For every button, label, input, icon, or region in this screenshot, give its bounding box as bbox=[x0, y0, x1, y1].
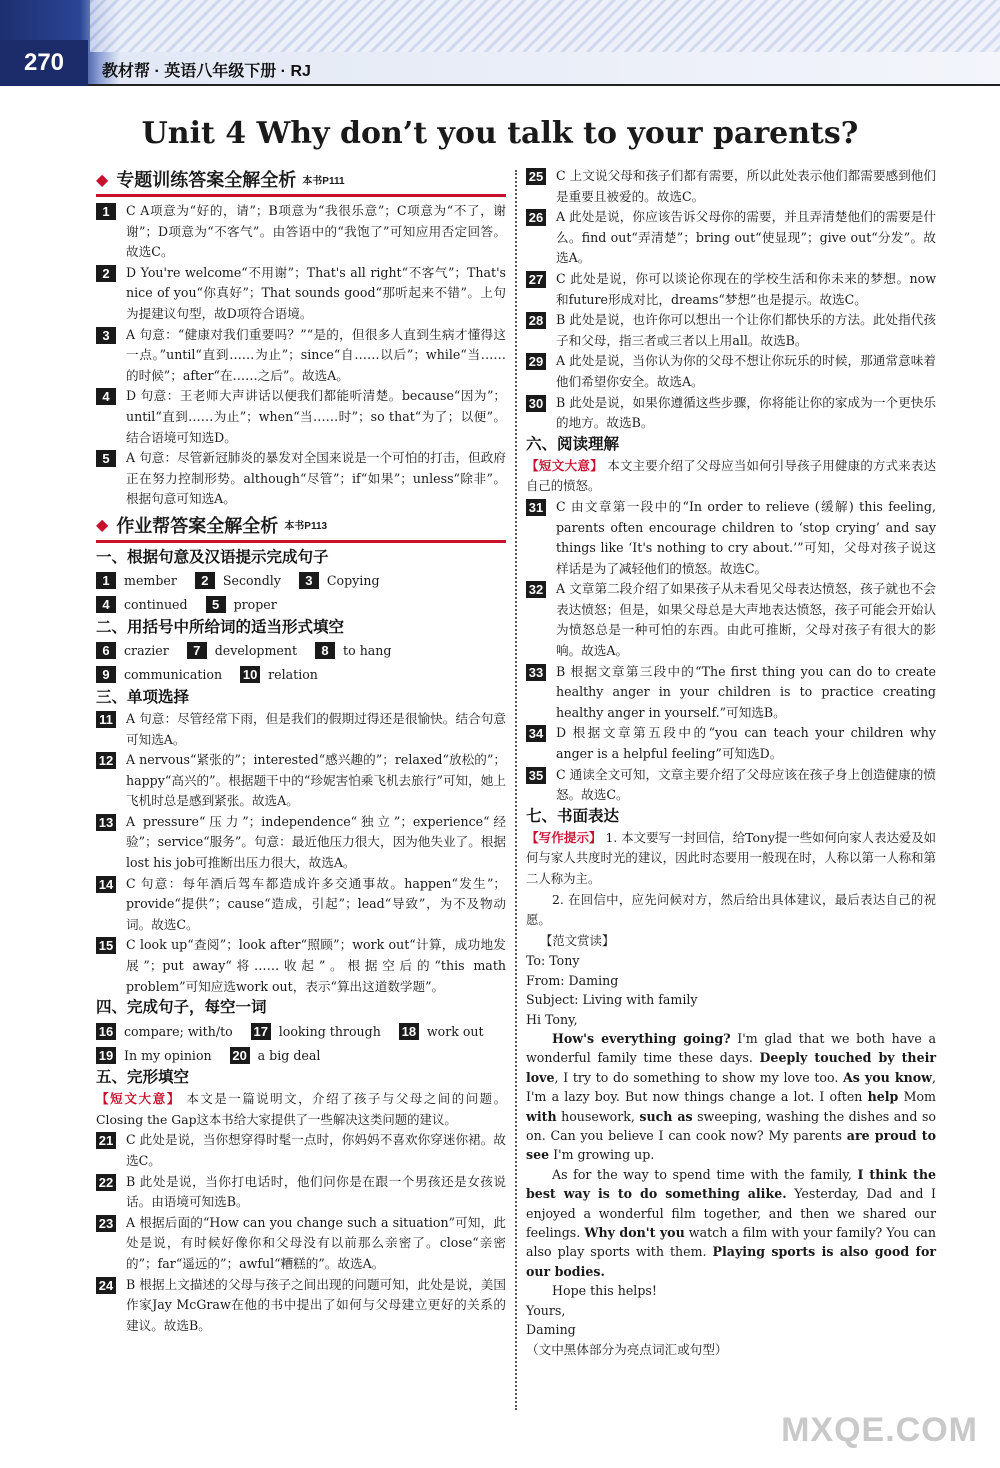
header-pattern bbox=[90, 0, 1000, 52]
question-number: 14 bbox=[96, 876, 116, 893]
answer-item bbox=[187, 639, 297, 663]
part5-answers-left bbox=[96, 1130, 506, 1336]
question-number: 8 bbox=[315, 642, 335, 659]
email-text: Mom bbox=[898, 1089, 936, 1105]
section-underline bbox=[96, 194, 506, 197]
answer-text: A 句意：尽管新冠肺炎的暴发对全国来说是一个可怕的打击，但政府正在努力控制形势。although“尽管”；if“如果”；unless“除非”。根据句意可知选A。 bbox=[126, 450, 506, 507]
question-number: 5 bbox=[96, 450, 116, 467]
answer-item bbox=[526, 579, 936, 661]
answer-item bbox=[526, 393, 936, 434]
question-number: 7 bbox=[187, 642, 207, 659]
answer-text: proper bbox=[233, 597, 277, 613]
hint-text-1: 1. 本文要写一封回信，给Tony提一些如何向家人表达爱及如何与家人共度时光的建议，因此时态要用一般现在时，人称以第一人称和第二人称为主。 bbox=[526, 829, 937, 886]
answer-item bbox=[96, 709, 506, 750]
email-text: , I try to do something to show my love too. bbox=[554, 1069, 843, 1085]
answer-text: relation bbox=[268, 667, 318, 683]
email-greeting: Hi Tony, bbox=[526, 1011, 578, 1027]
highlight-phrase: help bbox=[867, 1089, 899, 1105]
email-text: housework, bbox=[556, 1108, 640, 1124]
question-number: 31 bbox=[526, 499, 546, 516]
answer-text: C 句意：每年酒后驾车都造成许多交通事故。happen“发生”；provide“提供”；cause“造成，引起”；lead“导致”，为不及物动词。故选C。 bbox=[126, 875, 506, 932]
question-number: 3 bbox=[299, 572, 319, 589]
answer-item bbox=[526, 166, 936, 207]
answer-text: B 此处是说，当你打电话时，他们问你是在跟一个男孩还是女孩说话。由语境可知选B。 bbox=[126, 1173, 506, 1210]
answer-text: D You're welcome“不用谢”；That's all right“不客气”；That's nice of you“你真好”；That sounds good“那听起来不错”。上句为提建议句型，故D项符合语境。 bbox=[126, 264, 506, 321]
answer-item bbox=[96, 325, 506, 387]
question-number: 16 bbox=[96, 1023, 116, 1040]
answer-item bbox=[96, 750, 506, 812]
answer-item bbox=[96, 1130, 506, 1171]
part2-answers bbox=[96, 639, 506, 687]
answer-text: B 此处是说，如果你遵循这些步骤，你将能让你的家成为一个更快乐的地方。故选B。 bbox=[556, 394, 936, 431]
answer-item bbox=[96, 593, 188, 617]
question-number: 30 bbox=[526, 395, 546, 412]
question-number: 1 bbox=[96, 572, 116, 589]
answer-item bbox=[526, 351, 936, 392]
section-underline bbox=[96, 540, 506, 543]
highlight-phrase: Playing sports is also good for our bodies. bbox=[526, 1244, 936, 1279]
answer-item bbox=[526, 765, 936, 806]
diamond-icon: ◆ bbox=[96, 515, 109, 535]
answer-item bbox=[96, 874, 506, 936]
model-tag: 【范文赏读】 bbox=[540, 932, 615, 948]
answer-item bbox=[251, 1019, 381, 1043]
question-number: 29 bbox=[526, 353, 546, 370]
answer-item bbox=[299, 569, 380, 593]
highlight-phrase: How's everything going? bbox=[552, 1031, 731, 1046]
section-title: 专题训练答案全解全析 bbox=[116, 170, 297, 190]
email-text: As for the way to spend time with the family, bbox=[552, 1166, 858, 1182]
part-title: 一、根据句意及汉语提示完成句子 bbox=[96, 548, 329, 566]
question-number: 15 bbox=[96, 937, 116, 954]
question-number: 4 bbox=[96, 596, 116, 613]
email-text: Yesterday, Dad and I enjoyed a wonderful film together, and then we shared our feelings. bbox=[526, 1186, 936, 1241]
answer-item bbox=[96, 1043, 212, 1067]
answer-item bbox=[526, 310, 936, 351]
email-from: From: Daming bbox=[526, 972, 619, 988]
question-number: 21 bbox=[96, 1132, 116, 1149]
hint-tag: 【写作提示】 bbox=[526, 829, 602, 845]
email-text: sweeping, washing the dishes and so on. Can you believe I can cook now? My parents bbox=[526, 1108, 936, 1144]
answer-text: C 此处是说，你可以谈论你现在的学校生活和你未来的梦想。now和future形成对比，dreams“梦想”也是提示。故选C。 bbox=[556, 270, 936, 307]
answer-item bbox=[230, 1043, 321, 1067]
question-number: 34 bbox=[526, 725, 546, 742]
highlight-phrase: As you know bbox=[843, 1069, 932, 1085]
section-title: 作业帮答案全解全析 bbox=[116, 515, 279, 536]
page-number: 270 bbox=[0, 40, 88, 86]
email-subject: Subject: Living with family bbox=[526, 992, 698, 1008]
section-ref: 本书P111 bbox=[302, 175, 345, 187]
part-title: 五、完形填空 bbox=[96, 1069, 190, 1087]
highlight-phrase: Why don't you bbox=[584, 1225, 685, 1241]
highlight-phrase: such as bbox=[639, 1108, 693, 1124]
answer-text: B 根据文章第三段中的“The first thing you can do to create healthy anger in your children is to practice creating healthy anger in yourself.”可知选B。 bbox=[556, 663, 936, 720]
answer-text: communication bbox=[124, 667, 223, 683]
question-number: 2 bbox=[195, 572, 215, 589]
question-number: 26 bbox=[526, 209, 546, 226]
question-number: 1 bbox=[96, 203, 116, 220]
summary-tag: 【短文大意】 bbox=[96, 1091, 181, 1107]
answer-item bbox=[526, 269, 936, 310]
hint-text-2: 2. 在回信中，应先问候对方，然后给出具体建议，最后表达自己的祝愿。 bbox=[526, 891, 936, 928]
summary-tag: 【短文大意】 bbox=[526, 457, 604, 473]
part6-answers bbox=[526, 497, 936, 806]
question-number: 11 bbox=[96, 711, 116, 728]
question-number: 27 bbox=[526, 271, 546, 288]
question-number: 19 bbox=[96, 1047, 116, 1064]
question-number: 17 bbox=[251, 1023, 271, 1040]
answer-text: A 句意：尽管经常下雨，但是我们的假期过得还是很愉快。结合句意可知选A。 bbox=[126, 710, 506, 747]
answer-item bbox=[206, 593, 277, 617]
answer-text: member bbox=[124, 573, 177, 589]
answer-item bbox=[96, 1172, 506, 1213]
question-number: 10 bbox=[240, 666, 260, 683]
highlight-phrase: I think the best way is to do something alike. bbox=[526, 1166, 936, 1202]
question-number: 13 bbox=[96, 814, 116, 831]
answer-text: C 此处是说，当你想穿得时髦一点时，你妈妈不喜欢你穿迷你裙。故选C。 bbox=[126, 1132, 506, 1168]
summary-text: 本文是一篇说明文，介绍了孩子与父母之间的问题。Closing the Gap这本书给大家提供了一些解决这类问题的建议。 bbox=[96, 1091, 507, 1127]
answer-text: D 句意：王老师大声讲话以便我们都能听清楚。because“因为”；until“直到……为止”；when“当……时”；so that“为了；以便”。结合语境可知选D。 bbox=[126, 388, 506, 445]
answer-text: compare; with/to bbox=[124, 1023, 233, 1039]
watermark: MXQE.COM bbox=[781, 1411, 978, 1449]
part1-answers bbox=[96, 569, 506, 617]
question-number: 9 bbox=[96, 666, 116, 683]
answer-text: Secondly bbox=[222, 573, 281, 589]
answer-text: crazier bbox=[124, 643, 169, 659]
section-heading-homework bbox=[96, 514, 506, 536]
reading-summary bbox=[526, 456, 936, 497]
part-title: 三、单项选择 bbox=[96, 688, 190, 706]
answer-item bbox=[96, 1275, 506, 1337]
answer-text: B 根据上文描述的父母与孩子之间出现的问题可知，此处是说，美国作家Jay McGraw在他的书中提出了如何与父母建立更好的关系的建议。故选B。 bbox=[126, 1276, 506, 1333]
answer-text: A 文章第二段介绍了如果孩子从未看见父母表达愤怒，孩子就也不会表达愤怒；但是，如果父母总是大声地表达愤怒，孩子可能会开始认为愤怒总是一种可怕的东西。由此可推断，父母对孩子有很大的影响。故选A。 bbox=[556, 581, 936, 659]
answer-text: C look up“查阅”；look after“照顾”；work out“计算，成功地发展”；put away“将……收起”。根据空后的“this math problem”可知应选work out，表示“算出这道数学题”。 bbox=[126, 937, 506, 994]
answer-text: C 由文章第一段中的“In order to relieve (缓解) this feeling, parents often encourage children to ‘stop crying’ and say things like ‘It's nothing to cry about.’”可知，父母对孩子说这样话是为了减轻他们的愤怒。故选C。 bbox=[556, 498, 936, 576]
section-heading-topic-training bbox=[96, 168, 506, 190]
answer-item bbox=[96, 812, 506, 874]
part4-answers bbox=[96, 1019, 506, 1067]
email-yours: Yours, bbox=[526, 1302, 566, 1318]
answer-text: D 根据文章第五段中的“you can teach your children why anger is a helpful feeling”可知选D。 bbox=[556, 725, 936, 762]
answer-text: A 句意：“健康对我们重要吗？”“是的，但很多人直到生病才懂得这一点。”until“直到……为止”；since“自……以后”；while“当……的时候”；after“在……之后”。故选A。 bbox=[126, 326, 506, 383]
answer-item bbox=[96, 201, 506, 263]
answer-text: work out bbox=[426, 1023, 484, 1039]
answer-item bbox=[399, 1019, 484, 1043]
question-number: 28 bbox=[526, 312, 546, 329]
answer-text: to hang bbox=[343, 643, 392, 659]
question-number: 22 bbox=[96, 1174, 116, 1191]
answer-text: C 上文说父母和孩子们都有需要，所以此处表示他们都需要感到他们是重要且被爱的。故选C。 bbox=[556, 168, 936, 204]
cloze-summary bbox=[96, 1089, 506, 1130]
email-text: , I'm a lazy boy. But now things change a lot. I often bbox=[526, 1069, 936, 1105]
part5-answers-right bbox=[526, 166, 936, 434]
part-title: 七、书面表达 bbox=[526, 807, 620, 825]
email-paragraph-2 bbox=[526, 1165, 936, 1281]
question-number: 5 bbox=[206, 596, 226, 613]
answer-item bbox=[96, 386, 506, 448]
answer-item bbox=[195, 569, 281, 593]
answer-item bbox=[96, 448, 506, 510]
part-title: 二、用括号中所给词的适当形式填空 bbox=[96, 618, 345, 636]
header-rule bbox=[88, 84, 1000, 86]
summary-text: 本文主要介绍了父母应当如何引导孩子用健康的方式来表达自己的愤怒。 bbox=[526, 457, 936, 494]
answer-item bbox=[96, 639, 169, 663]
part3-answers bbox=[96, 709, 506, 997]
question-number: 20 bbox=[230, 1047, 250, 1064]
answer-item bbox=[526, 723, 936, 764]
highlight-phrase: are proud to see bbox=[526, 1128, 936, 1163]
email-paragraph-1 bbox=[526, 1029, 936, 1165]
answer-text: A 此处是说，你应该告诉父母你的需要，并且弄清楚他们的需要是什么。find out“弄清楚”；bring out“使显现”；give out“分发”。故选A。 bbox=[556, 209, 936, 266]
question-number: 4 bbox=[96, 388, 116, 405]
answer-text: looking through bbox=[278, 1023, 381, 1039]
answer-text: continued bbox=[124, 597, 188, 613]
question-number: 23 bbox=[96, 1215, 116, 1232]
answer-item bbox=[315, 639, 391, 663]
left-column bbox=[96, 166, 506, 1336]
answer-item bbox=[96, 1213, 506, 1275]
email-text: I'm growing up. bbox=[549, 1147, 655, 1163]
answer-item bbox=[526, 662, 936, 724]
answer-item bbox=[96, 663, 222, 687]
highlight-phrase: with bbox=[526, 1108, 557, 1124]
question-number: 6 bbox=[96, 642, 116, 659]
answer-text: In my opinion bbox=[124, 1047, 212, 1063]
answer-text: A 此处是说，当你认为你的父母不想让你玩乐的时候，那通常意味着他们希望你安全。故选A。 bbox=[556, 353, 936, 389]
topic-training-answers bbox=[96, 201, 506, 510]
answer-item bbox=[96, 1019, 233, 1043]
highlight-note: （文中黑体部分为亮点词汇或句型） bbox=[526, 1341, 728, 1357]
answer-text: A 根据后面的“How can you change such a situation”可知，此处是说，有时候好像你和父母没有以前那么亲密了。close“亲密的”；far“遥远的”；awful“糟糕的”。故选A。 bbox=[126, 1214, 506, 1271]
answer-item bbox=[526, 207, 936, 269]
question-number: 18 bbox=[399, 1023, 419, 1040]
answer-text: A nervous“紧张的”；interested“感兴趣的”；relaxed“放松的”；happy“高兴的”。根据题干中的“珍妮害怕乘飞机去旅行”可知，她上飞机时总是感到紧张。故选A。 bbox=[126, 752, 506, 809]
answer-item bbox=[96, 263, 506, 325]
answer-item bbox=[526, 497, 936, 579]
question-number: 32 bbox=[526, 581, 546, 598]
email-closing: Hope this helps! bbox=[552, 1283, 657, 1299]
question-number: 25 bbox=[526, 168, 546, 185]
question-number: 33 bbox=[526, 664, 546, 681]
question-number: 24 bbox=[96, 1277, 116, 1294]
answer-item bbox=[240, 663, 318, 687]
answer-item bbox=[96, 569, 177, 593]
question-number: 12 bbox=[96, 752, 116, 769]
writing-hint bbox=[526, 828, 936, 890]
answer-text: A pressure“压力”；independence“独立”；experience“经验”；service“服务”。句意：最近他压力很大，因为他失业了。根据lost his job可推断出压力很大，故选A。 bbox=[126, 813, 506, 871]
question-number: 2 bbox=[96, 265, 116, 282]
column-divider bbox=[515, 170, 517, 1410]
book-title: 教材帮 · 英语八年级下册 · RJ bbox=[102, 63, 311, 80]
diamond-icon: ◆ bbox=[96, 169, 109, 189]
answer-item bbox=[96, 935, 506, 997]
question-number: 35 bbox=[526, 767, 546, 784]
answer-text: development bbox=[214, 643, 298, 659]
email-signature: Daming bbox=[526, 1322, 576, 1338]
part-title: 四、完成句子，每空一词 bbox=[96, 999, 267, 1017]
email-to: To: Tony bbox=[526, 953, 580, 969]
email-text: I'm glad that we both have a wonderful family time these days. bbox=[526, 1031, 936, 1066]
answer-text: a big deal bbox=[257, 1047, 321, 1063]
right-column bbox=[526, 166, 936, 1359]
answer-text: Copying bbox=[326, 573, 380, 589]
answer-text: B 此处是说，也许你可以想出一个让你们都快乐的方法。此处指代孩子和父母，指三者或三者以上用all。故选B。 bbox=[556, 312, 936, 348]
email-text: watch a film with your family? You can also play sports with them. bbox=[526, 1225, 937, 1260]
question-number: 3 bbox=[96, 327, 116, 344]
highlight-phrase: Deeply touched by their love bbox=[526, 1050, 937, 1085]
part-title: 六、阅读理解 bbox=[526, 435, 620, 453]
answer-text: C A项意为“好的，请”；B项意为“我很乐意”；C项意为“不了，谢谢”；D项意为“不客气”。由答语中的“我饱了”可知应用否定回答。故选C。 bbox=[126, 203, 506, 260]
answer-text: C 通读全文可知，文章主要介绍了父母应该在孩子身上创造健康的愤怒。故选C。 bbox=[556, 766, 936, 803]
unit-title: Unit 4 Why don’t you talk to your parents? bbox=[141, 116, 859, 151]
section-ref: 本书P113 bbox=[284, 521, 328, 533]
